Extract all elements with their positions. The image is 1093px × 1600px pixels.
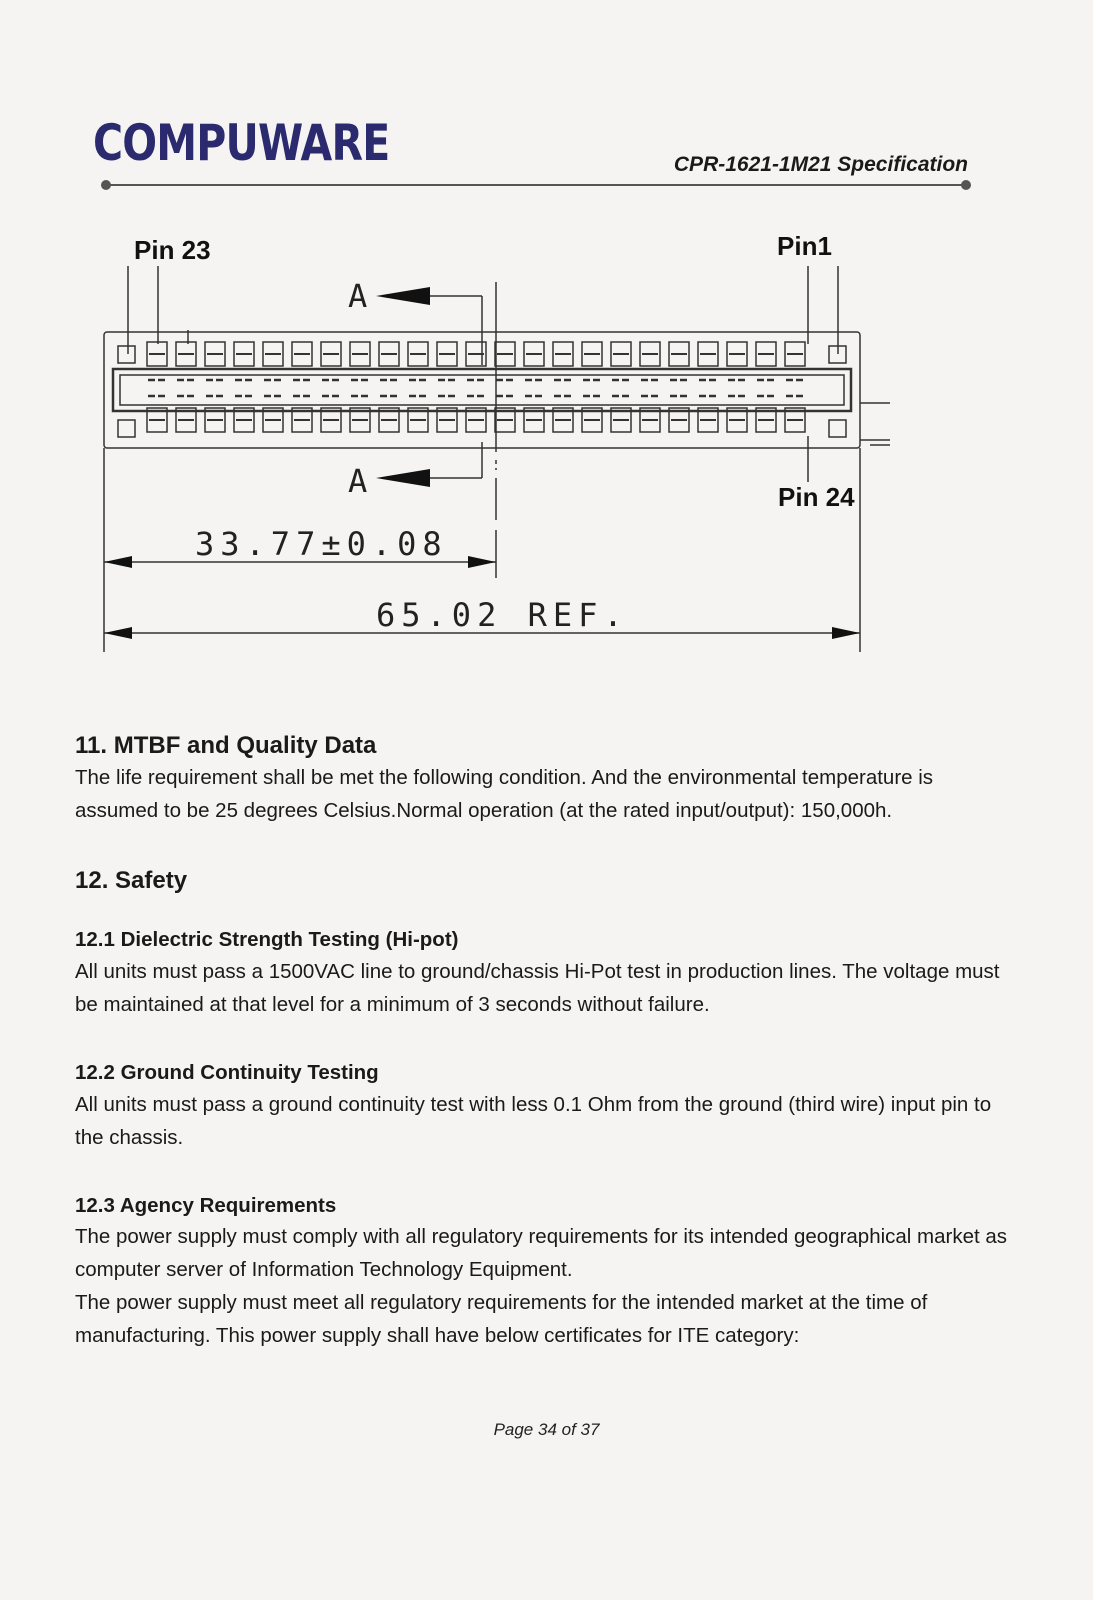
section-12-2-title: 12.2 Ground Continuity Testing — [75, 1061, 379, 1085]
section-12-2-body: All units must pass a ground continuity test with less 0.1 Ohm from the ground (third wire) input pin to the chassis. — [75, 1092, 992, 1149]
pin1-label: Pin1 — [777, 231, 832, 261]
section-12-1-title: 12.1 Dielectric Strength Testing (Hi-pot) — [75, 928, 459, 952]
spec-title: CPR-1621-1M21 Specification — [673, 153, 968, 176]
section-12-title: 12. Safety — [75, 867, 188, 895]
section-12-3-body-2: The power supply must meet all regulatory requirements for the intended market at the time of manufacturing. This power supply shall have below certificates for ITE category: — [75, 1291, 928, 1348]
section-12-3-title: 12.3 Agency Requirements — [75, 1193, 337, 1217]
page-number: Page 34 of 37 — [493, 1420, 600, 1439]
section-11-body: The life requirement shall be met the following condition. And the environmental temperature is assumed to be 25 degrees Celsius.Normal operation (at the rated input/output): 150,000h. — [75, 766, 934, 823]
connector-drawing — [0, 220, 1093, 680]
dim-half-label: 33.77±0.08 — [195, 525, 448, 563]
header-rule — [106, 184, 966, 186]
section-a-bottom-label: A — [348, 462, 374, 500]
pin23-label: Pin 23 — [134, 235, 211, 265]
pin-array — [147, 342, 805, 432]
pin24-label: Pin 24 — [778, 482, 855, 512]
section-12-3-body-1: The power supply must comply with all regulatory requirements for its intended geographical market as computer server of Information Technology Equipment. — [75, 1225, 1008, 1282]
main-content — [75, 730, 1015, 1352]
dim-total-label: 65.02 REF. — [376, 596, 629, 634]
company-logo: COMPUWARE — [93, 114, 390, 172]
section-a-top-label: A — [348, 277, 374, 315]
section-11-title: 11. MTBF and Quality Data — [75, 732, 377, 759]
section-12-1-body: All units must pass a 1500VAC line to ground/chassis Hi-Pot test in production lines. The voltage must be maintained at that level for a minimum of 3 seconds without failure. — [75, 960, 1000, 1017]
